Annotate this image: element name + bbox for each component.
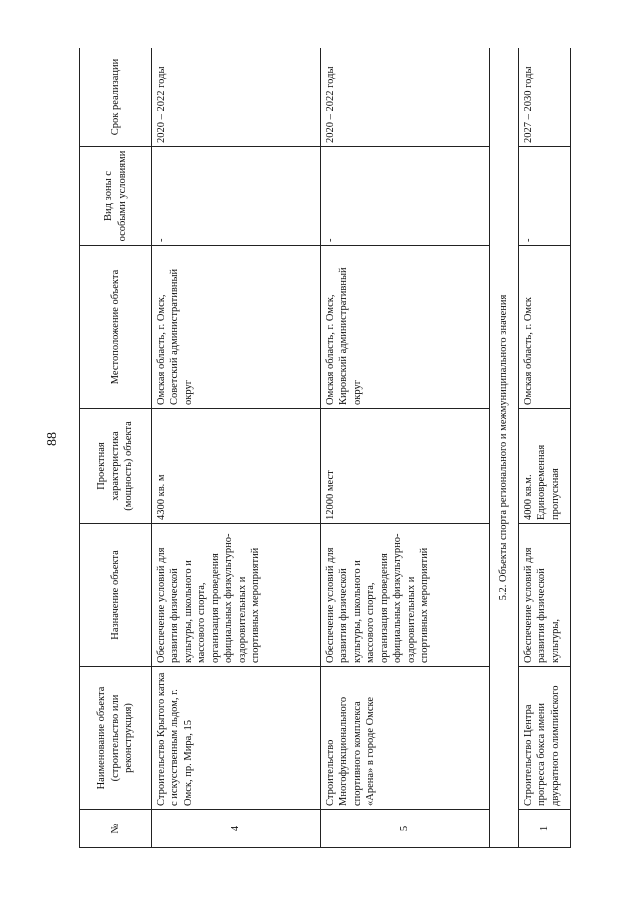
object-capacity: 4300 кв. м xyxy=(152,409,321,524)
row-number: 4 xyxy=(152,810,321,848)
object-location: Омская область, г. Омск, Кировский административный округ xyxy=(321,246,490,409)
object-term: 2020 – 2022 годы xyxy=(321,48,490,147)
header-capacity: Проектная характеристика (мощность) объекта xyxy=(80,409,152,524)
objects-table xyxy=(79,48,571,848)
row-number: 5 xyxy=(321,810,490,848)
header-num: № xyxy=(80,810,152,848)
object-purpose: Обеспечение условий для развития физической культуры, школьного и массового спорта, организация проведения официальных физкультурно-оздоровительных и спортивных мероприятий xyxy=(152,524,321,667)
object-zone: - xyxy=(519,147,571,246)
header-location: Местоположение объекта xyxy=(80,246,152,409)
object-capacity: 4000 кв.м. Единовременная пропускная xyxy=(519,409,571,524)
object-term: 2027 – 2030 годы xyxy=(519,48,571,147)
object-capacity: 12000 мест xyxy=(321,409,490,524)
header-name: Наименование объекта (строительство или реконструкция) xyxy=(80,667,152,810)
object-name: Строительство Многофункционального спортивного комплекса «Арена» в городе Омске xyxy=(321,667,490,810)
object-location: Омская область, г. Омск xyxy=(519,246,571,409)
header-zone: Вид зоны с особыми условиями xyxy=(80,147,152,246)
table-row xyxy=(321,48,490,848)
row-number: 1 xyxy=(519,810,571,848)
table-header-row xyxy=(80,48,152,848)
object-zone: - xyxy=(321,147,490,246)
table-container xyxy=(79,48,578,848)
table-row xyxy=(152,48,321,848)
header-purpose: Назначение объекта xyxy=(80,524,152,667)
object-term: 2020 – 2022 годы xyxy=(152,48,321,147)
page-number: 88 xyxy=(45,432,60,446)
section-title: 5.2. Объекты спорта регионального и межмуниципального значения xyxy=(490,48,519,848)
object-name: Строительство Центра прогресса бокса имени двукратного олимпийского xyxy=(519,667,571,810)
header-term: Срок реализации xyxy=(80,48,152,147)
object-location: Омская область, г. Омск, Советский административный округ xyxy=(152,246,321,409)
section-header-row xyxy=(490,48,519,848)
object-zone: - xyxy=(152,147,321,246)
rotated-table-area xyxy=(79,48,578,848)
table-row xyxy=(519,48,571,848)
object-purpose: Обеспечение условий для развития физической культуры, школьного и массового спорта, организация проведения официальных физкультурно-оздоровительных и спортивных мероприятий xyxy=(321,524,490,667)
object-name: Строительство Крытого катка с искусственным льдом, г. Омск, пр. Мира, 15 xyxy=(152,667,321,810)
object-purpose: Обеспечение условий для развития физической культуры, xyxy=(519,524,571,667)
